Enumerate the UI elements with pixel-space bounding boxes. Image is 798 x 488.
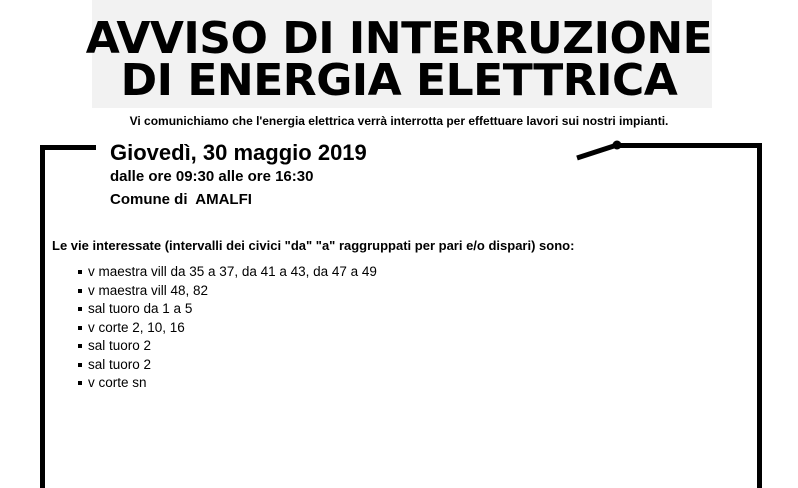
municipality: Comune di AMALFI: [110, 191, 252, 208]
list-item: v maestra vill da 35 a 37, da 41 a 43, da 47 a 49: [78, 263, 377, 282]
outage-date: Giovedì, 30 maggio 2019: [110, 140, 367, 165]
list-item: sal tuoro 2: [78, 337, 377, 356]
list-item: sal tuoro 2: [78, 356, 377, 375]
list-item: v corte 2, 10, 16: [78, 319, 377, 338]
notice-title-line-1: AVVISO DI INTERRUZIONE: [85, 13, 713, 64]
notice-intro: Vi comunichiamo che l'energia elettrica verrà interrotta per effettuare lavori sui nostri impianti.: [129, 114, 669, 128]
affected-streets-heading: Le vie interessate (intervalli dei civici "da" "a" raggruppati per pari e/o dispari) sono:: [52, 238, 575, 253]
list-item: sal tuoro da 1 a 5: [78, 300, 377, 319]
affected-streets-list: [78, 263, 377, 393]
notice-title-line-2: DI ENERGIA ELETTRICA: [120, 55, 678, 106]
outage-time-range: dalle ore 09:30 alle ore 16:30: [110, 168, 314, 185]
list-item: v maestra vill 48, 82: [78, 282, 377, 301]
list-item: v corte sn: [78, 374, 377, 393]
